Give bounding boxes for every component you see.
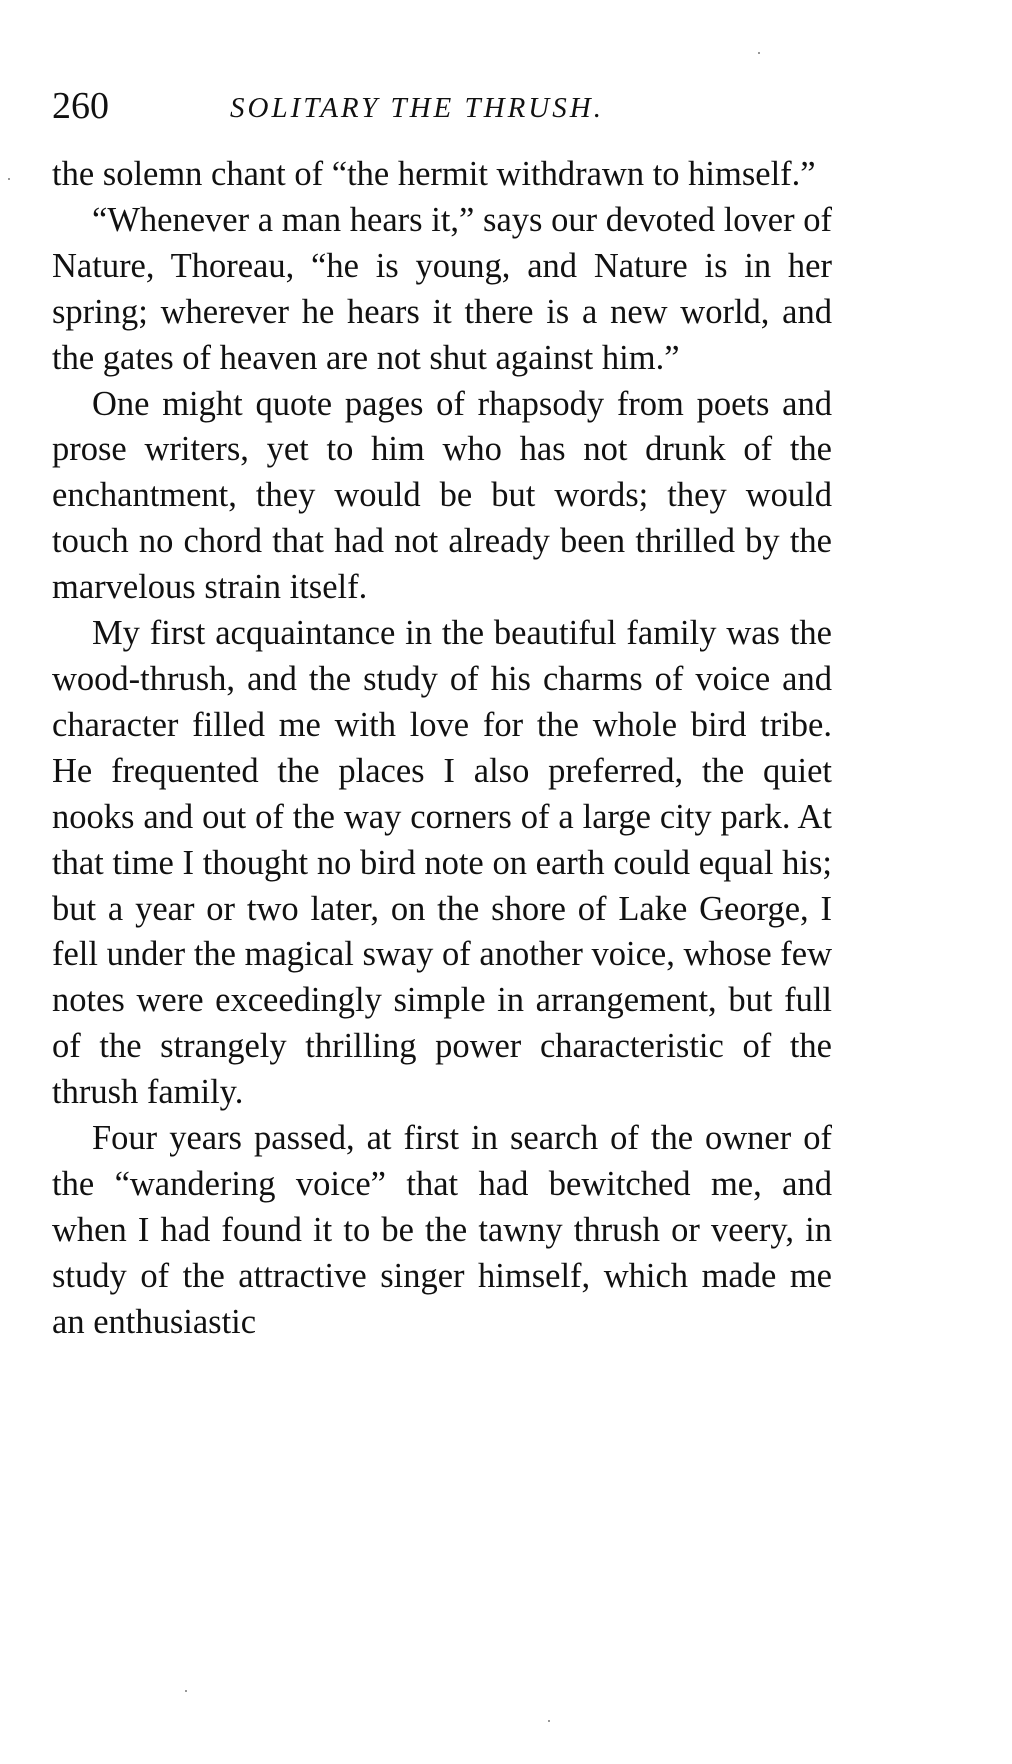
running-head (52, 86, 832, 134)
paragraph-continuation: the solemn chant of “the hermit withdrawn to himself.” (52, 155, 816, 193)
book-page (52, 86, 832, 1346)
paragraph-rhapsody: One might quote pages of rhapsody from poets and prose writers, yet to him who has not drunk of the enchantment, they would be but words; they would touch no chord that had not already been thrilled by the marvelous strain itself. (52, 384, 832, 607)
page-number: 260 (52, 85, 109, 127)
paragraph-wood-thrush: My first acquaintance in the beautiful family was the wood-thrush, and the study of his charms of voice and character filled me with love for the whole bird tribe. He frequented the places I also preferred, the quiet nooks and out of the way corners of a large city park. At that time I thought no bird note on earth could equal his; but a year or two later, on the shore of Lake George, I fell under the magical sway of another voice, whose few notes were exceedingly simple in arrangement, but full of the strangely thrilling power characteristic of the thrush family. (52, 614, 832, 1112)
paper-speck (185, 1690, 187, 1692)
body-text (52, 152, 832, 1346)
running-title: SOLITARY THE THRUSH. (230, 92, 604, 124)
paper-speck (758, 52, 760, 54)
paragraph-thoreau-quote: “Whenever a man hears it,” says our devoted lover of Nature, Thoreau, “he is young, and Nature is in her spring; wherever he hears it there is a new world, and the gates of heaven are not shut against him.” (52, 200, 832, 377)
paragraph-veery: Four years passed, at first in search of the owner of the “wandering voice” that had bewitched me, and when I had found it to be the tawny thrush or veery, in study of the attractive singer himself, which made me an enthusiastic (52, 1119, 832, 1341)
paper-speck (8, 178, 10, 180)
paper-speck (548, 1720, 550, 1722)
